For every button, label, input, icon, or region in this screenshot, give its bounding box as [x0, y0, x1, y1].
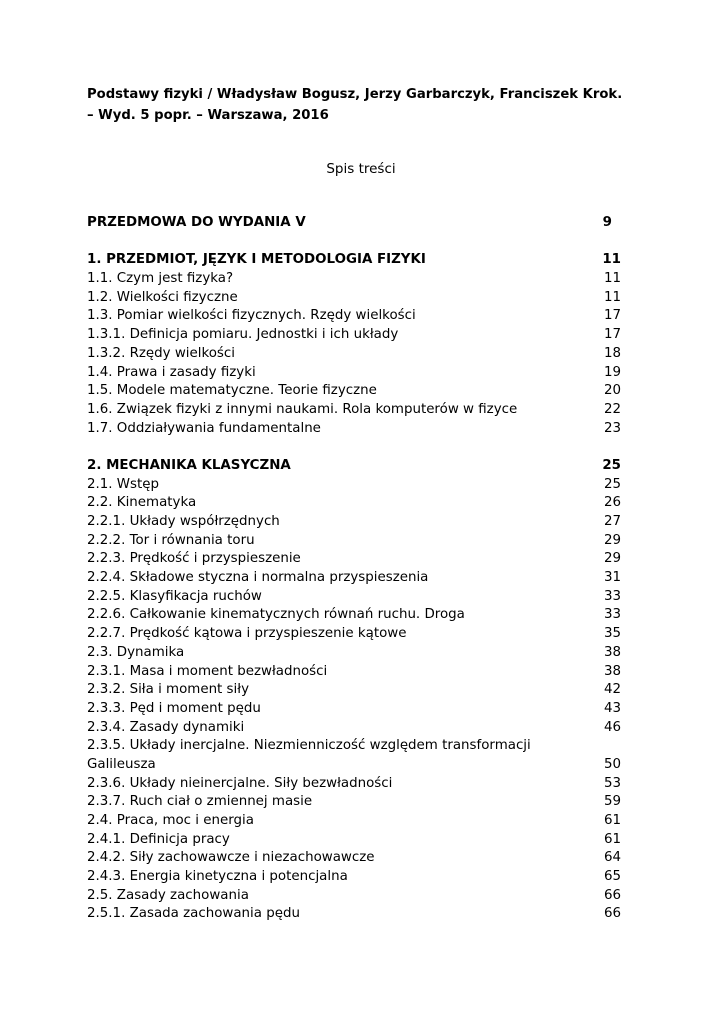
- toc-entry-row: [87, 476, 621, 495]
- toc-entry-label: 1.2. Wielkości fizyczne: [87, 289, 238, 305]
- toc-entry-label: 2.3.7. Ruch ciał o zmiennej masie: [87, 794, 313, 810]
- toc-entry-label: 1.6. Związek fizyki z innymi naukami. Rola komputerów w fizyce: [87, 401, 518, 417]
- toc-entry-row: [87, 812, 621, 831]
- spacer: [87, 233, 621, 252]
- toc-entry-page: 65: [603, 869, 621, 885]
- toc-entry-page: 35: [603, 626, 621, 642]
- toc-entry-page: 18: [603, 345, 621, 361]
- spacer: [87, 438, 621, 457]
- toc-entry-label: 1.3. Pomiar wielkości fizycznych. Rzędy wielkości: [87, 308, 416, 324]
- toc-chapter-2-entries: [87, 476, 621, 925]
- toc-chapter-label: 1. PRZEDMIOT, JĘZYK I METODOLOGIA FIZYKI: [87, 252, 426, 268]
- toc-entry-label: 1.3.2. Rzędy wielkości: [87, 345, 235, 361]
- toc-entry-row: [87, 849, 621, 868]
- toc-entry-page: 50: [603, 756, 621, 772]
- toc-entry-page: 20: [603, 383, 621, 399]
- toc-entry-page: 38: [603, 663, 621, 679]
- toc-entry-page: 11: [603, 271, 621, 287]
- toc-entry-label: 2.3.6. Układy nieinercjalne. Siły bezwładności: [87, 775, 393, 791]
- toc-entry-label: 2.2.6. Całkowanie kinematycznych równań ruchu. Droga: [87, 607, 465, 623]
- toc-entry-row: [87, 719, 621, 738]
- toc-entry-page: 66: [603, 906, 621, 922]
- toc-entry-label: 2.2. Kinematyka: [87, 495, 197, 511]
- toc-entry-row: [87, 905, 621, 924]
- book-citation-line-1: Podstawy fizyki / Władysław Bogusz, Jerzy Garbarczyk, Franciszek Krok.: [87, 87, 623, 102]
- toc-entry-row: [87, 831, 621, 850]
- toc-entry-label: 1.7. Oddziaływania fundamentalne: [87, 420, 321, 436]
- toc-entry-label: 2.5.1. Zasada zachowania pędu: [87, 906, 300, 922]
- toc-entry-page: 61: [603, 813, 621, 829]
- toc-entry-row: [87, 289, 621, 308]
- toc-entry-row: [87, 382, 621, 401]
- toc-entry-label-line-1: 2.3.5. Układy inercjalne. Niezmienniczość względem transformacji: [87, 738, 531, 754]
- toc-entry-label: 2.2.3. Prędkość i przyspieszenie: [87, 551, 301, 567]
- table-of-contents: [87, 214, 621, 924]
- toc-foreword-row: [87, 214, 621, 233]
- toc-entry-row: [87, 793, 621, 812]
- toc-entry-label: 2.3. Dynamika: [87, 644, 185, 660]
- toc-chapter-1-entries: [87, 270, 621, 438]
- toc-entry-page: 26: [603, 495, 621, 511]
- toc-entry-row: [87, 420, 621, 439]
- toc-entry-label: 1.3.1. Definicja pomiaru. Jednostki i ich układy: [87, 327, 399, 343]
- toc-entry-page: 19: [603, 364, 621, 380]
- toc-entry-label: 2.2.7. Prędkość kątowa i przyspieszenie kątowe: [87, 626, 407, 642]
- toc-entry-label: 2.2.4. Składowe styczna i normalna przyspieszenia: [87, 570, 429, 586]
- book-citation-line-2: – Wyd. 5 popr. – Warszawa, 2016: [87, 108, 329, 123]
- toc-entry-row: [87, 681, 621, 700]
- toc-entry-row: [87, 887, 621, 906]
- toc-entry-row: [87, 550, 621, 569]
- toc-entry-page: 46: [603, 719, 621, 735]
- toc-heading-text: Spis treści: [326, 161, 396, 177]
- toc-entry-page: 25: [603, 476, 621, 492]
- toc-entry-row: [87, 868, 621, 887]
- toc-entry-page: 59: [603, 794, 621, 810]
- toc-entry-label: 2.2.2. Tor i równania toru: [87, 532, 255, 548]
- toc-entry-page: 29: [603, 551, 621, 567]
- toc-entry-page: 9: [602, 215, 612, 230]
- toc-entry-row: [87, 625, 621, 644]
- toc-entry-label: 2.1. Wstęp: [87, 476, 160, 492]
- toc-entry-label-line-2: Galileusza: [87, 756, 156, 772]
- toc-entry-page: 66: [603, 887, 621, 903]
- toc-entry-page: 11: [603, 289, 621, 305]
- toc-entry-label: 1.5. Modele matematyczne. Teorie fizyczne: [87, 383, 377, 399]
- toc-entry-row: [87, 644, 621, 663]
- toc-entry-page: 17: [603, 327, 621, 343]
- toc-entry-row: [87, 307, 621, 326]
- toc-entry-label: 1.1. Czym jest fizyka?: [87, 271, 234, 287]
- toc-entry-page: 27: [603, 514, 621, 529]
- toc-entry-label: 2.4.1. Definicja pracy: [87, 831, 230, 847]
- toc-entry-page: 43: [603, 700, 621, 716]
- toc-entry-label: 2.2.1. Układy współrzędnych: [87, 514, 280, 529]
- toc-entry-page: 31: [603, 570, 621, 586]
- toc-entry-label: 2.5. Zasady zachowania: [87, 887, 249, 903]
- toc-entry-row: [87, 494, 621, 513]
- toc-entry-row: [87, 569, 621, 588]
- toc-entry-label: 2.4.3. Energia kinetyczna i potencjalna: [87, 869, 348, 885]
- toc-entry-row: [87, 606, 621, 625]
- toc-entry-label: 2.3.1. Masa i moment bezwładności: [87, 663, 328, 679]
- toc-entry-page: 29: [603, 532, 621, 548]
- toc-entry-row: [87, 588, 621, 607]
- toc-entry-page: 33: [603, 588, 621, 604]
- toc-entry-row: [87, 401, 621, 420]
- toc-entry-row: [87, 270, 621, 289]
- toc-entry-label: 2.3.3. Pęd i moment pędu: [87, 700, 261, 716]
- toc-entry-page: 33: [603, 607, 621, 623]
- toc-entry-label: 2.3.4. Zasady dynamiki: [87, 719, 245, 735]
- toc-chapter-page: 11: [602, 252, 621, 268]
- toc-entry-page: 17: [603, 308, 621, 324]
- toc-entry-page: 38: [603, 644, 621, 660]
- toc-entry-label: 2.4.2. Siły zachowawcze i niezachowawcze: [87, 850, 375, 866]
- toc-entry-page: 22: [603, 401, 621, 417]
- toc-entry-page: 61: [603, 831, 621, 847]
- toc-chapter-1-row: [87, 251, 621, 270]
- toc-entry-page: 53: [603, 775, 621, 791]
- toc-entry-row: [87, 326, 621, 345]
- toc-entry-row: [87, 364, 621, 383]
- toc-entry-label: 1.4. Prawa i zasady fizyki: [87, 364, 256, 380]
- toc-entry-page: 23: [603, 420, 621, 436]
- toc-entry-page: 42: [603, 682, 621, 698]
- toc-entry-row-wrapped: [87, 737, 621, 774]
- toc-entry-row: [87, 663, 621, 682]
- toc-chapter-page: 25: [602, 457, 621, 473]
- toc-entry-label: 2.2.5. Klasyfikacja ruchów: [87, 588, 262, 604]
- toc-entry-row: [87, 345, 621, 364]
- toc-entry-label: 2.3.2. Siła i moment siły: [87, 682, 249, 698]
- toc-chapter-label: 2. MECHANIKA KLASYCZNA: [87, 457, 291, 473]
- book-citation: [87, 84, 687, 126]
- toc-entry-label: 2.4. Praca, moc i energia: [87, 813, 254, 829]
- toc-entry-row: [87, 513, 621, 532]
- toc-entry-row: [87, 775, 621, 794]
- toc-entry-label: PRZEDMOWA DO WYDANIA V: [87, 215, 306, 230]
- toc-heading: [0, 159, 724, 179]
- toc-entry-row: [87, 532, 621, 551]
- toc-entry-page: 64: [603, 850, 621, 866]
- toc-chapter-2-row: [87, 457, 621, 476]
- toc-entry-row: [87, 700, 621, 719]
